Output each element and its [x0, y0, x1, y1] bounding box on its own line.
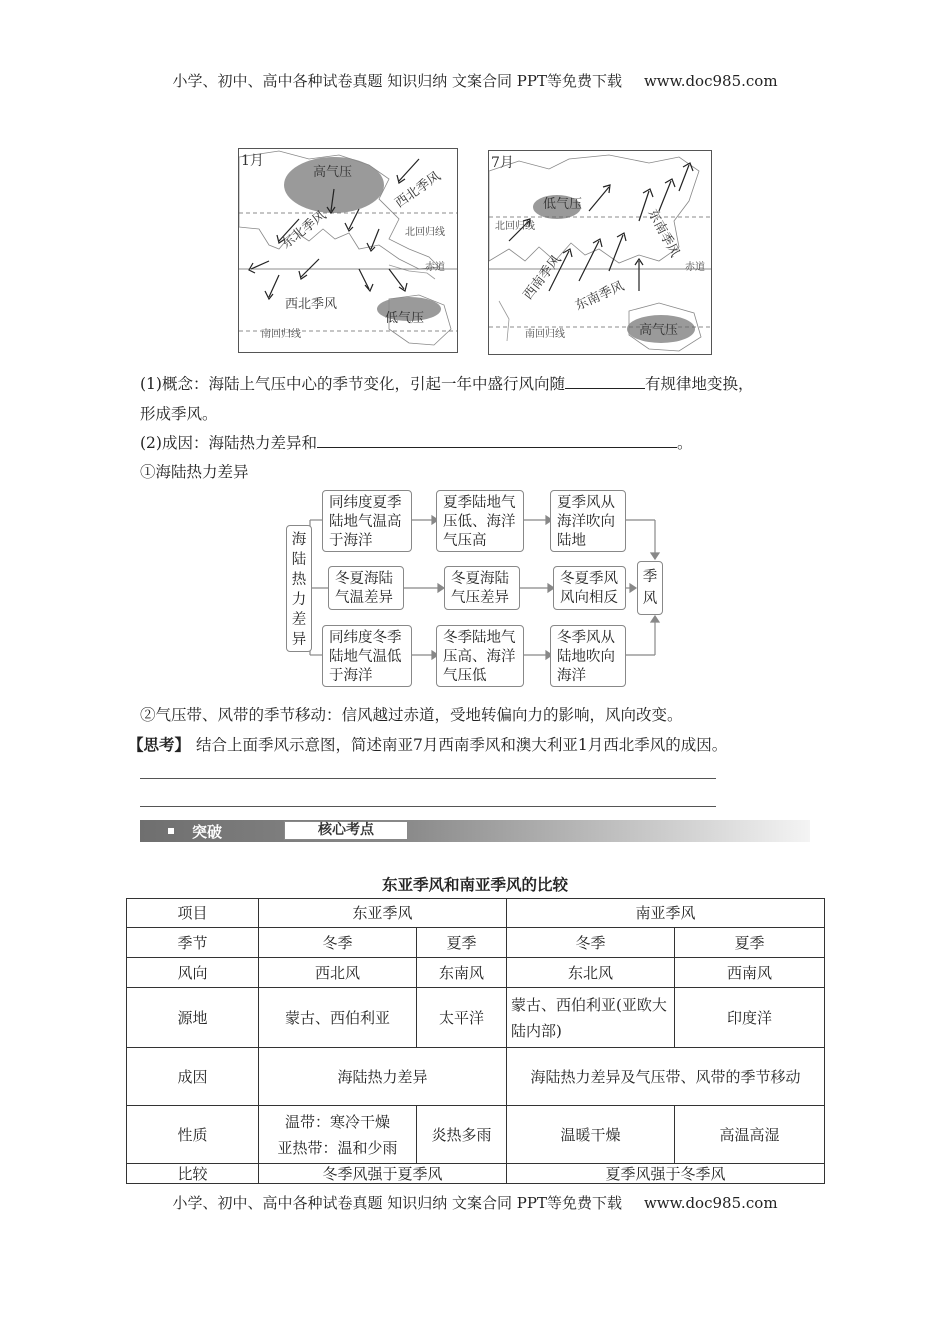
- header-url[interactable]: www.doc985.com: [643, 72, 778, 90]
- cell-summer-ea: 夏季: [417, 928, 507, 958]
- cell-summer-sa: 夏季: [675, 928, 825, 958]
- para-concept-a: (1)概念：海陆上气压中心的季节变化，引起一年中盛行风向随: [140, 375, 565, 393]
- flow-r2c3: 冬夏季风风向相反: [553, 566, 626, 610]
- jul-high-label: 高气压: [639, 323, 679, 338]
- blank-cause[interactable]: [317, 433, 677, 448]
- table-row: [127, 928, 825, 958]
- table-row: [127, 988, 825, 1048]
- cell-src-3: 蒙古、西伯利亚(亚欧大陆内部): [507, 988, 675, 1048]
- cell-cause: 成因: [127, 1048, 259, 1106]
- para-thermal: ①海陆热力差异: [140, 463, 249, 481]
- table-title: 东亚季风和南亚季风的比较: [381, 876, 568, 894]
- jan-nw-monsoon-bottom: 西北季风: [285, 297, 338, 312]
- cell-compare-sa: 夏季风强于冬季风: [507, 1164, 825, 1184]
- jul-sw-monsoon: 西南季风: [520, 252, 565, 303]
- table-row: [127, 1048, 825, 1106]
- table-row: [127, 899, 825, 928]
- flow-right-box: 季风: [637, 561, 663, 615]
- jul-tropic-south: 南回归线: [525, 329, 565, 340]
- jul-month-label: 7月: [491, 155, 514, 171]
- cell-nature-1a: 温带：寒冷干燥: [284, 1112, 390, 1131]
- cell-source: 源地: [127, 988, 259, 1048]
- flow-r1c3: 夏季风从海洋吹向陆地: [550, 490, 626, 552]
- banner-label: 核心考点: [284, 821, 408, 840]
- cell-nature: 性质: [127, 1106, 259, 1164]
- answer-line-1[interactable]: [140, 778, 716, 779]
- answer-line-2[interactable]: [140, 806, 716, 807]
- jul-tropic-north: 北回归线: [495, 221, 535, 232]
- think-question: [128, 733, 727, 755]
- cell-season: 季节: [127, 928, 259, 958]
- think-text: 结合上面季风示意图，简述南亚7月西南季风和澳大利亚1月西北季风的成因。: [196, 736, 728, 754]
- header-text: 小学、初中、高中各种试卷真题 知识归纳 文案合同 PPT等免费下载: [172, 72, 622, 90]
- flow-r3c1: 同纬度冬季陆地气温低于海洋: [322, 625, 412, 687]
- cell-nature-3: 温暖干燥: [507, 1106, 675, 1164]
- cell-nature-1b: 亚热带：温和少雨: [277, 1138, 398, 1157]
- page-footer: [0, 1192, 950, 1213]
- cell-src-1: 蒙古、西伯利亚: [259, 988, 417, 1048]
- table-row: [127, 1164, 825, 1184]
- section-banner: [140, 820, 810, 842]
- flow-r2c2: 冬夏海陆气压差异: [444, 566, 520, 610]
- cell-east-asia: 东亚季风: [259, 899, 507, 928]
- cell-winter-sa: 冬季: [507, 928, 675, 958]
- cell-compare: 比较: [127, 1164, 259, 1184]
- cell-winter-ea: 冬季: [259, 928, 417, 958]
- flow-left-box: 海陆热力差异: [286, 525, 312, 652]
- jan-month-label: 1月: [241, 153, 264, 169]
- jul-equator: 赤道: [685, 262, 705, 273]
- cell-compare-ea: 冬季风强于夏季风: [259, 1164, 507, 1184]
- jan-tropic-south: 南回归线: [261, 329, 301, 340]
- cell-dir-2: 东南风: [417, 958, 507, 988]
- jul-se-monsoon-bottom: 东南季风: [573, 278, 627, 314]
- jan-equator: 赤道: [425, 262, 445, 273]
- flow-r3c2: 冬季陆地气压高、海洋气压低: [436, 625, 524, 687]
- cell-dir-3: 东北风: [507, 958, 675, 988]
- cell-nature-1: [259, 1106, 417, 1164]
- map-july: [488, 150, 712, 355]
- jul-se-monsoon-top: 东南季风: [644, 206, 683, 260]
- jan-low-label: 低气压: [385, 311, 425, 326]
- cell-cause-sa: 海陆热力差异及气压带、风带的季节移动: [507, 1048, 825, 1106]
- para-cause-b: 。: [676, 434, 693, 452]
- cell-dir-4: 西南风: [675, 958, 825, 988]
- footer-url[interactable]: www.doc985.com: [643, 1194, 778, 1212]
- flow-r1c2: 夏季陆地气压低、海洋气压高: [436, 490, 524, 552]
- flow-r3c3: 冬季风从陆地吹向海洋: [550, 625, 626, 687]
- cell-dir-1: 西北风: [259, 958, 417, 988]
- para-concept-b: 有规律地变换，: [644, 375, 754, 393]
- blank-concept[interactable]: [565, 374, 645, 389]
- jan-tropic-north: 北回归线: [405, 227, 445, 238]
- jan-high-label: 高气压: [313, 165, 353, 180]
- think-tag: 【思考】: [128, 736, 191, 754]
- cell-nature-2: 炎热多雨: [417, 1106, 507, 1164]
- para-concept: [140, 372, 753, 394]
- cell-direction: 风向: [127, 958, 259, 988]
- cell-src-2: 太平洋: [417, 988, 507, 1048]
- banner-tag: 突破: [192, 823, 223, 841]
- banner-square-icon: [168, 828, 174, 834]
- flow-r1c1: 同纬度夏季陆地气温高于海洋: [322, 490, 412, 552]
- cell-cause-ea: 海陆热力差异: [259, 1048, 507, 1106]
- cell-south-asia: 南亚季风: [507, 899, 825, 928]
- para-pressure-belt: ②气压带、风带的季节移动：信风越过赤道，受地转偏向力的影响，风向改变。: [140, 706, 683, 724]
- flow-r2c1: 冬夏海陆气温差异: [328, 566, 404, 610]
- cell-item: 项目: [127, 899, 259, 928]
- para-cause: [140, 431, 692, 453]
- cell-nature-4: 高温高湿: [675, 1106, 825, 1164]
- footer-text: 小学、初中、高中各种试卷真题 知识归纳 文案合同 PPT等免费下载: [172, 1194, 622, 1212]
- banner-bar: [140, 820, 810, 842]
- table-row: [127, 958, 825, 988]
- para-cause-a: (2)成因：海陆热力差异和: [140, 434, 317, 452]
- cell-src-4: 印度洋: [675, 988, 825, 1048]
- comparison-table: [126, 898, 825, 1184]
- jul-low-label: 低气压: [543, 197, 583, 212]
- table-row: [127, 1106, 825, 1164]
- jan-nw-monsoon-top: 西北季风: [392, 169, 444, 212]
- page-header: [0, 70, 950, 91]
- map-january: [238, 148, 458, 353]
- para-concept-cont: 形成季风。: [140, 405, 218, 423]
- jan-ne-monsoon: 东北季风: [279, 208, 330, 252]
